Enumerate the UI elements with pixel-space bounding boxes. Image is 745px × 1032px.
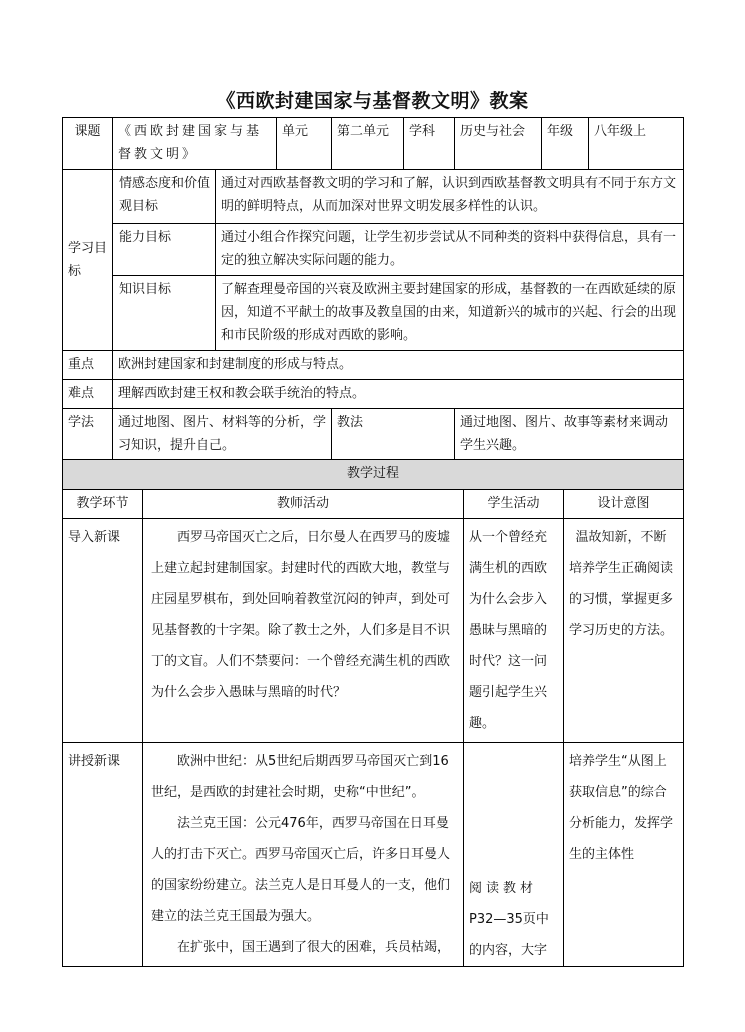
teacher-paragraph: 欧洲中世纪：从5世纪后期西罗马帝国灭亡到16世纪，是西欧的封建社会时期，史称“中世纪”。 bbox=[151, 754, 449, 800]
goals-label: 学习目标 bbox=[63, 170, 113, 351]
lesson-label: 课题 bbox=[63, 118, 113, 170]
key-point-text: 欧洲封建国家和封建制度的形成与特点。 bbox=[113, 351, 684, 380]
teaching-process-table bbox=[62, 459, 684, 967]
header-student: 学生活动 bbox=[464, 490, 564, 519]
student-activity-intro: 从一个曾经充满生机的西欧为什么会步入愚昧与黑暗的时代？这一问题引起学生兴趣。 bbox=[464, 519, 564, 743]
teacher-paragraph: 法兰克王国：公元476年，西罗马帝国在日耳曼人的打击下灭亡。西罗马帝国灭亡后，许多日耳曼人的国家纷纷建立。法兰克人是日耳曼人的一支，他们建立的法兰克王国最为强大。 bbox=[151, 816, 451, 924]
goal-name-attitude: 情感态度和价值观目标 bbox=[113, 170, 216, 224]
teach-method-label: 教法 bbox=[332, 409, 455, 461]
teacher-activity-new bbox=[143, 743, 464, 967]
design-intent-new: 培养学生“从图上获取信息”的综合分析能力，发挥学生的主体性 bbox=[564, 743, 684, 967]
teacher-activity-intro bbox=[143, 519, 464, 743]
design-intent-intro: 温故知新，不断培养学生正确阅读的习惯，掌握更多学习历史的方法。 bbox=[564, 519, 684, 743]
teach-method-text: 通过地图、图片、故事等素材来调动学生兴趣。 bbox=[455, 409, 684, 461]
difficulty-label: 难点 bbox=[63, 380, 113, 409]
unit-label: 单元 bbox=[277, 118, 332, 170]
subject-label: 学科 bbox=[404, 118, 455, 170]
key-point-label: 重点 bbox=[63, 351, 113, 380]
grade-value: 八年级上 bbox=[589, 118, 684, 170]
goal-text-knowledge: 了解查理曼帝国的兴衰及欧洲主要封建国家的形成，基督教的一在西欧延续的原因，知道不平献土的故事及教皇国的由来，知道新兴的城市的兴起、行会的出现和市民阶级的形成对西欧的影响。 bbox=[216, 276, 684, 351]
student-text-line: P32—35页中的内容，大字 bbox=[469, 912, 549, 958]
subject-value: 历史与社会 bbox=[455, 118, 542, 170]
process-title: 教学过程 bbox=[63, 460, 684, 490]
difficulty-text: 理解西欧封建王权和教会联手统治的特点。 bbox=[113, 380, 684, 409]
goal-text-attitude: 通过对西欧基督教文明的学习和了解，认识到西欧基督教文明具有不同于东方文明的鲜明特点，从而加深对世界文明发展多样性的认识。 bbox=[216, 170, 684, 224]
study-method-text: 通过地图、图片、材料等的分析，学习知识，提升自己。 bbox=[113, 409, 332, 461]
student-text-line: 阅读教材 bbox=[469, 881, 538, 896]
goal-text-ability: 通过小组合作探究问题，让学生初步尝试从不同种类的资料中获得信息，具有一定的独立解决实际问题的能力。 bbox=[216, 224, 684, 276]
goal-name-ability: 能力目标 bbox=[113, 224, 216, 276]
goal-name-knowledge: 知识目标 bbox=[113, 276, 216, 351]
document-title: 《西欧封建国家与基督教文明》教案 bbox=[216, 90, 529, 112]
study-method-label: 学法 bbox=[63, 409, 113, 461]
stage-new-lesson: 讲授新课 bbox=[63, 743, 143, 967]
teacher-paragraph: 在扩张中，国王遇到了很大的困难，兵员枯竭， bbox=[177, 940, 451, 955]
grade-label: 年级 bbox=[542, 118, 589, 170]
stage-intro: 导入新课 bbox=[63, 519, 143, 743]
unit-value: 第二单元 bbox=[332, 118, 404, 170]
header-stage: 教学环节 bbox=[63, 490, 143, 519]
student-activity-new bbox=[464, 743, 564, 967]
lesson-info-table bbox=[62, 117, 684, 461]
header-intent: 设计意图 bbox=[564, 490, 684, 519]
lesson-value: 《西欧封建国家与基督教文明》 bbox=[113, 118, 277, 170]
header-teacher: 教师活动 bbox=[143, 490, 464, 519]
teacher-paragraph: 西罗马帝国灭亡之后，日尔曼人在西罗马的废墟上建立起封建制国家。封建时代的西欧大地，教堂与庄园星罗棋布，到处回响着教堂沉闷的钟声，到处可见基督教的十字架。除了教士之外，人们多是目不识丁的文盲。人们不禁要问：一个曾经充满生机的西欧为什么会步入愚昧与黑暗的时代？ bbox=[151, 530, 451, 700]
